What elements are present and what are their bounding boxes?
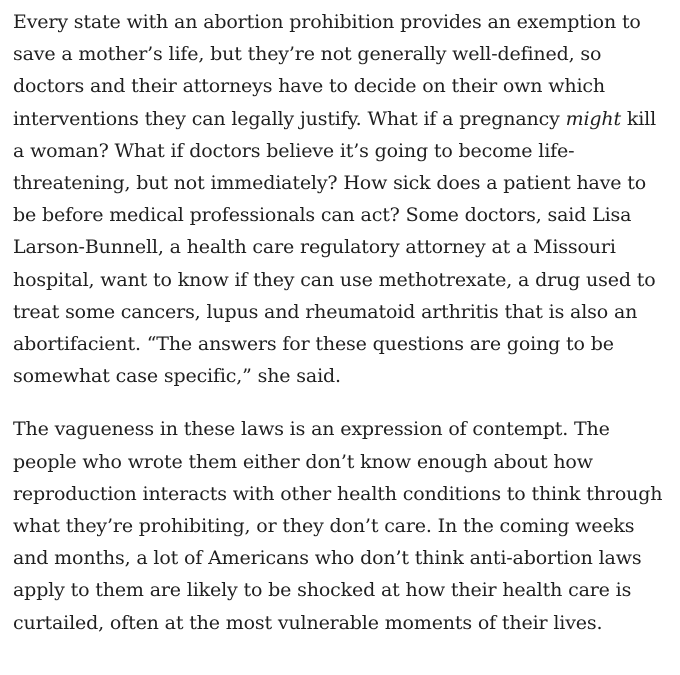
paragraph-1-text-after: kill a woman? What if doctors believe it’s going to become life-threatening, but not immediately? How sick does a patient have to be before medical professionals can act? Some doctors, said Lisa Larson-Bunnell, a health care regulatory attorney at a Missouri hospital, want to know if they can use methotrexate, a drug used to treat some cancers, lupus and rheumatoid arthritis that is also an abortifacient. “The answers for these questions are going to be somewhat case specific,” she said. <box>13 107 657 388</box>
paragraph-1 <box>13 6 668 392</box>
paragraph-1-emphasis: might <box>565 107 621 130</box>
paragraph-1-text-before: Every state with an abortion prohibition provides an exemption to save a mother’s life, but they’re not generally well-defined, so doctors and their attorneys have to decide on their own which interventions they can legally justify. What if a pregnancy <box>13 11 641 130</box>
paragraph-2: The vagueness in these laws is an expression of contempt. The people who wrote them either don’t know enough about how reproduction interacts with other health conditions to think through what they’re prohibiting, or they don’t care. In the coming weeks and months, a lot of Americans who don’t think anti-abortion laws apply to them are likely to be shocked at how their health care is curtailed, often at the most vulnerable moments of their lives. <box>13 418 663 634</box>
